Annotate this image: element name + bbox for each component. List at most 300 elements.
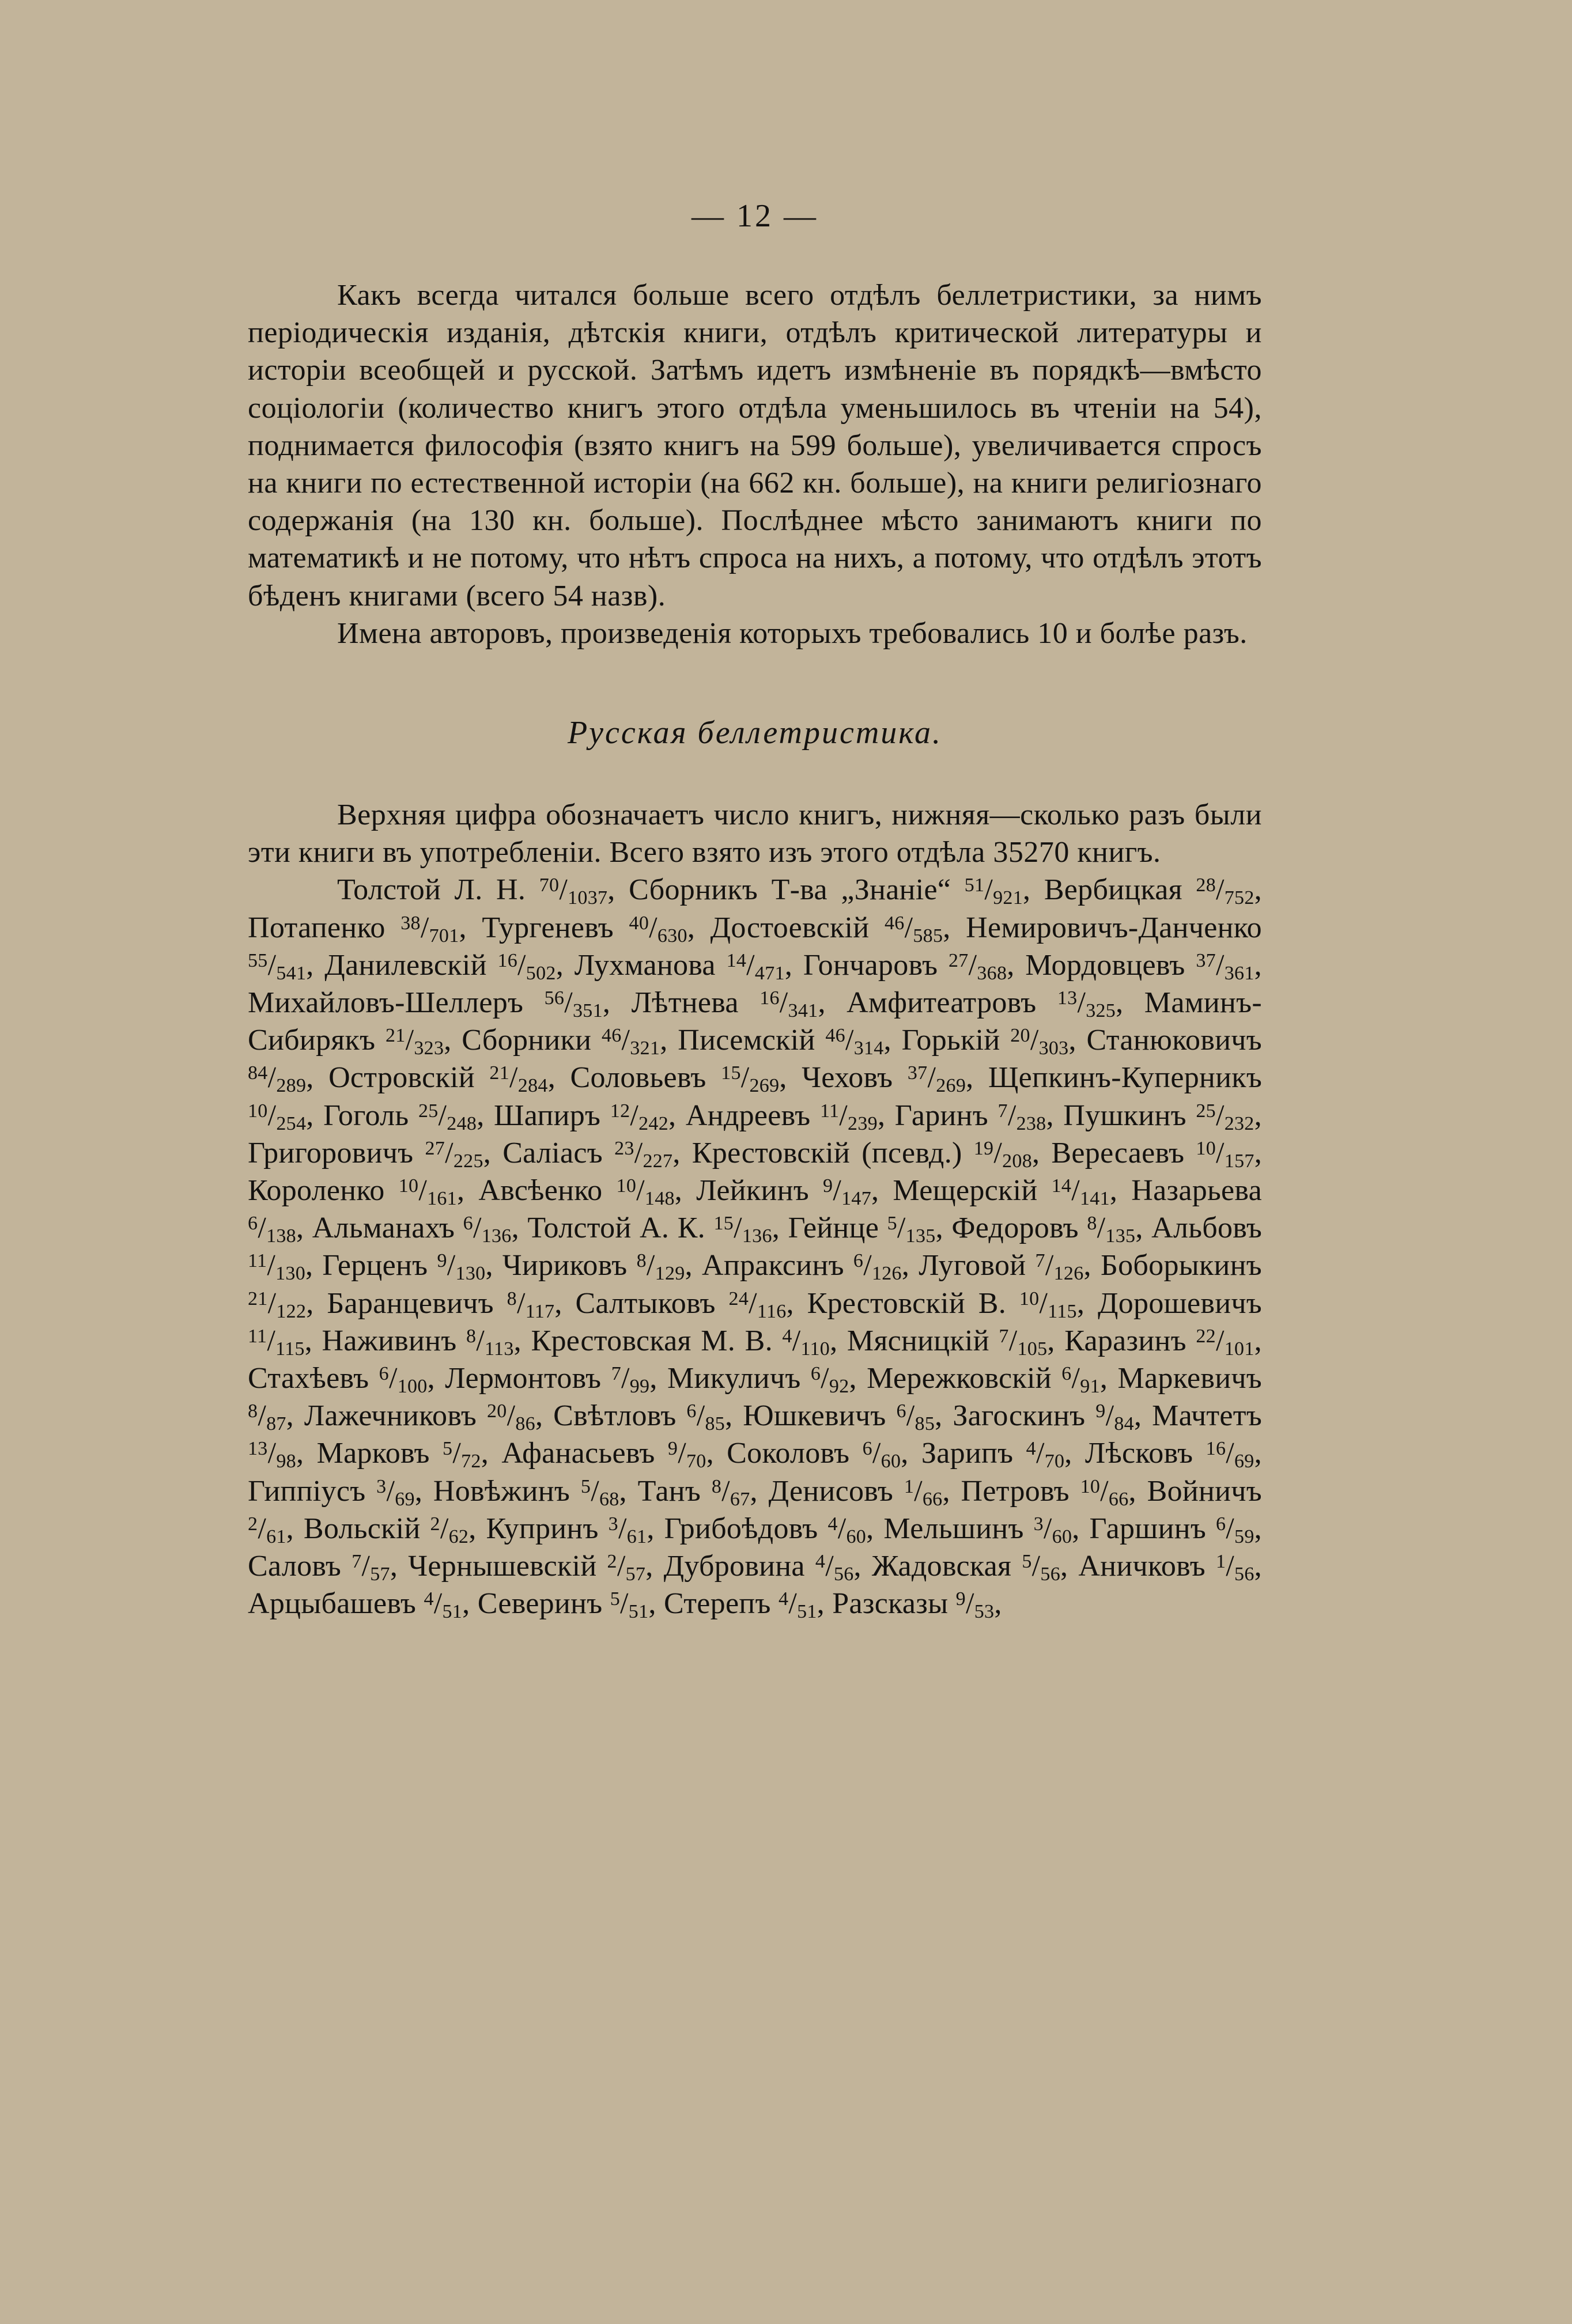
author-usage-count: 208 (1002, 1150, 1032, 1172)
author-name: Андреевъ (685, 1099, 811, 1132)
author-book-count: 55 (248, 949, 268, 971)
author-name: Луговой (919, 1249, 1026, 1282)
author-count-fraction: $^2/_{57}$ (607, 1550, 646, 1585)
author-count-fraction: $^6/_{126}$ (853, 1249, 902, 1285)
author-usage-count: 67 (730, 1488, 750, 1510)
author-book-count: 7 (352, 1551, 362, 1573)
author-entry (832, 1587, 995, 1623)
author-entry (953, 1399, 1134, 1435)
author-name: Альбовъ (1151, 1212, 1263, 1245)
author-entry (478, 1174, 675, 1210)
author-book-count: 6 (248, 1213, 258, 1235)
author-count-fraction: $^{15}/_{269}$ (721, 1061, 780, 1097)
author-usage-count: 126 (1053, 1263, 1084, 1285)
author-name: Лермонтовъ (445, 1362, 602, 1395)
author-name: Аничковъ (1078, 1550, 1206, 1583)
author-count-fraction: $^8/_{135}$ (1087, 1212, 1136, 1247)
author-count-fraction: $^{11}/_{239}$ (819, 1099, 878, 1134)
authors-list: Толстой Л. Н. $^{70}/_{1037}$, Сборникъ Т-ва „Знаніе“ $^{51}/_{921}$, Вербицкая $^{28}/_{752}$, Потапенко $^{38}/_{701}$, Тургеневъ $^{40}/_{630}$, Достоевскій $^{46}/_{585}$, Немировичъ-Данченко $^{55}/_{541}$, Данилевскій $^{16}/_{502}$, Лухманова $^{14}/_{471}$, Гончаровъ $^{27}/_{368}$, Мордовцевъ $^{37}/_{361}$, Михайловъ-Шеллеръ $^{56}/_{351}$, Лѣтнева $^{16}/_{341}$, Амфитеатровъ $^{13}/_{325}$, Маминъ-Сибирякъ $^{21}/_{323}$, Сборники $^{46}/_{321}$, Писемскій $^{46}/_{314}$, Горькій $^{20}/_{303}$, Станюковичъ $^{84}/_{289}$, Островскій $^{21}/_{284}$, Соловьевъ $^{15}/_{269}$, Чеховъ $^{37}/_{269}$, Щепкинъ-Куперникъ $^{10}/_{254}$, Гоголь $^{25}/_{248}$, Шапиръ $^{12}/_{242}$, Андреевъ $^{11}/_{239}$, Гаринъ $^7/_{238}$, Пушкинъ $^{25}/_{232}$, Григоровичъ $^{27}/_{225}$, Саліасъ $^{23}/_{227}$, Крестовскій (псевд.) $^{19}/_{208}$, Вересаевъ $^{10}/_{157}$, Короленко $^{10}/_{161}$, Авсѣенко $^{10}/_{148}$, Лейкинъ $^9/_{147}$, Мещерскій $^{14}/_{141}$, Назарьева $^6/_{138}$, Альманахъ $^6/_{136}$, Толстой А. К. $^{15}/_{136}$, Гейнце $^5/_{135}$, Федоровъ $^8/_{135}$, Альбовъ $^{11}/_{130}$, Герценъ $^9/_{130}$, Чириковъ $^8/_{129}$, Апраксинъ $^6/_{126}$, Луговой $^7/_{126}$, Боборыкинъ $^{21}/_{122}$, Баранцевичъ $^8/_{117}$, Салтыковъ $^{24}/_{116}$, Крестовскій В. $^{10}/_{115}$, Дорошевичъ $^{11}/_{115}$, Наживинъ $^8/_{113}$, Крестовская М. В. $^4/_{110}$, Мясницкій $^7/_{105}$, Каразинъ $^{22}/_{101}$, Стахѣевъ $^6/_{100}$, Лермонтовъ $^7/_{99}$, Микуличъ $^6/_{92}$, Мережковскій $^6/_{91}$, Маркевичъ $^8/_{87}$, Лажечниковъ $^{20}/_{86}$, Свѣтловъ $^6/_{85}$, Юшкевичъ $^6/_{85}$, Загоскинъ $^9/_{84}$, Мачтетъ $^{13}/_{98}$, Марковъ $^5/_{72}$, Афанасьевъ $^9/_{70}$, Соколовъ $^6/_{60}$, Зарипъ $^4/_{70}$, Лѣсковъ $^{16}/_{69}$, Гиппіусъ $^3/_{69}$, Новѣжинъ $^5/_{68}$, Танъ $^8/_{67}$, Денисовъ $^1/_{66}$, Петровъ $^{10}/_{66}$, Войничъ $^2/_{61}$, Вольскій $^2/_{62}$, Купринъ $^3/_{61}$, Грибоѣдовъ $^4/_{60}$, Мельшинъ $^3/_{60}$, Гаршинъ $^6/_{59}$, Саловъ $^7/_{57}$, Чернышевскій $^2/_{57}$, Дубровина $^4/_{56}$, Жадовская $^5/_{56}$, Аничковъ $^1/_{56}$, Арцыбашевъ $^4/_{51}$, Северинъ $^5/_{51}$, Стерепъ $^4/_{51}$, Разсказы $^9/_{53}$, (248, 873, 1263, 1623)
author-entry (1051, 1136, 1254, 1172)
author-count-fraction: $^{20}/_{303}$ (1010, 1024, 1069, 1059)
author-usage-count: 61 (266, 1526, 286, 1547)
author-entry (570, 1061, 780, 1097)
author-name: Лажечниковъ (304, 1399, 477, 1433)
author-name: Чернышевскій (408, 1550, 597, 1583)
author-book-count: 10 (1019, 1288, 1040, 1309)
author-book-count: 22 (1196, 1325, 1216, 1347)
author-entry (322, 1249, 486, 1285)
author-usage-count: 129 (655, 1263, 685, 1285)
author-usage-count: 56 (1040, 1564, 1060, 1585)
author-entry (575, 949, 785, 982)
author-name: Короленко (248, 1174, 385, 1208)
author-usage-count: 85 (915, 1413, 935, 1435)
author-usage-count: 630 (657, 925, 687, 947)
author-count-fraction: $^7/_{57}$ (352, 1550, 390, 1585)
author-book-count: 19 (973, 1137, 994, 1159)
author-name: Стерепъ (663, 1587, 771, 1621)
author-count-fraction: $^{37}/_{361}$ (1196, 948, 1254, 984)
author-usage-count: 135 (1105, 1225, 1136, 1247)
author-entry (1084, 1437, 1254, 1473)
author-entry (867, 1362, 1100, 1398)
author-entry (323, 1099, 477, 1132)
author-entry (631, 986, 818, 1022)
author-book-count: 7 (1035, 1250, 1045, 1272)
author-book-count: 15 (721, 1062, 741, 1084)
author-entry (686, 1099, 878, 1132)
author-name: Баранцевичъ (327, 1286, 494, 1320)
author-book-count: 9 (1095, 1401, 1106, 1422)
author-count-fraction: $^6/_{85}$ (686, 1399, 725, 1435)
author-entry (527, 1212, 772, 1247)
author-usage-count: 248 (447, 1112, 477, 1134)
author-entry (501, 1437, 706, 1473)
author-usage-count: 60 (846, 1526, 867, 1547)
author-usage-count: 752 (1224, 887, 1254, 909)
author-count-fraction: $^9/_{147}$ (823, 1174, 872, 1210)
author-usage-count: 53 (974, 1601, 995, 1623)
author-usage-count: 502 (526, 962, 556, 984)
author-name: Крестовскій В. (807, 1286, 1007, 1320)
author-count-fraction: $^{12}/_{242}$ (610, 1099, 669, 1134)
author-name: Юшкевичъ (743, 1399, 886, 1433)
author-name: Мещерскій (893, 1174, 1038, 1208)
author-count-fraction: $^{27}/_{225}$ (425, 1136, 483, 1172)
author-name: Апраксинъ (702, 1249, 844, 1282)
author-entry (872, 1550, 1060, 1583)
author-count-fraction: $^8/_{67}$ (711, 1474, 750, 1510)
author-usage-count: 100 (397, 1376, 428, 1398)
author-book-count: 11 (248, 1250, 267, 1272)
author-name: Мордовцевъ (1025, 948, 1185, 982)
author-book-count: 46 (601, 1025, 622, 1047)
author-entry (678, 1024, 883, 1057)
author-usage-count: 115 (275, 1338, 305, 1360)
author-book-count: 15 (713, 1213, 734, 1235)
author-name: Вербицкая (1044, 873, 1182, 907)
author-name: Каразинъ (1064, 1324, 1186, 1357)
author-book-count: 13 (1057, 987, 1078, 1009)
author-usage-count: 269 (749, 1075, 780, 1097)
author-entry (807, 1287, 1077, 1320)
author-entry (324, 949, 556, 982)
author-count-fraction: $^1/_{56}$ (1215, 1550, 1254, 1585)
author-name: Разсказы (832, 1587, 949, 1621)
author-name: Арцыбашевъ (248, 1587, 417, 1621)
author-entry (893, 1174, 1110, 1210)
author-count-fraction: $^{10}/_{115}$ (1019, 1286, 1077, 1322)
author-count-fraction: $^5/_{135}$ (887, 1212, 936, 1247)
author-usage-count: 113 (485, 1338, 514, 1360)
page-number: — 12 — (691, 198, 818, 234)
author-book-count: 10 (398, 1175, 419, 1197)
author-book-count: 13 (248, 1438, 268, 1460)
author-usage-count: 101 (1224, 1338, 1254, 1360)
author-count-fraction: $^6/_{60}$ (862, 1437, 901, 1473)
author-count-fraction: $^{21}/_{122}$ (248, 1286, 307, 1322)
author-count-fraction: $^{84}/_{289}$ (248, 1061, 307, 1097)
author-name: Тургеневъ (482, 911, 614, 944)
author-name: Свѣтловъ (553, 1399, 677, 1433)
author-usage-count: 227 (643, 1150, 673, 1172)
author-usage-count: 351 (572, 1000, 603, 1022)
author-name: Авсѣенко (478, 1174, 603, 1208)
author-name: Стахѣевъ (248, 1362, 369, 1395)
author-count-fraction: $^{37}/_{269}$ (907, 1061, 966, 1097)
author-usage-count: 242 (638, 1112, 669, 1134)
author-name: Гаринъ (894, 1099, 988, 1132)
author-count-fraction: $^{27}/_{368}$ (949, 948, 1007, 984)
author-count-fraction: $^{10}/_{157}$ (1196, 1136, 1254, 1172)
author-book-count: 9 (667, 1438, 678, 1460)
author-usage-count: 110 (800, 1338, 830, 1360)
author-count-fraction: $^7/_{126}$ (1035, 1249, 1084, 1285)
author-count-fraction: $^{13}/_{325}$ (1057, 986, 1116, 1022)
author-name: Купринъ (486, 1512, 599, 1545)
author-entry (696, 1174, 872, 1210)
author-entry (961, 1475, 1129, 1508)
author-count-fraction: $^3/_{61}$ (608, 1512, 647, 1547)
author-usage-count: 69 (395, 1488, 415, 1510)
author-count-fraction: $^4/_{60}$ (827, 1512, 867, 1547)
author-entry (667, 1362, 849, 1398)
author-entry (902, 1024, 1069, 1057)
author-book-count: 37 (907, 1062, 928, 1084)
author-count-fraction: $^4/_{51}$ (424, 1587, 463, 1623)
author-usage-count: 87 (266, 1413, 286, 1435)
author-entry (921, 1437, 1065, 1473)
author-name: Дорошевичъ (1097, 1286, 1262, 1320)
author-name: Дубровина (663, 1550, 805, 1583)
author-usage-count: 56 (833, 1564, 854, 1585)
author-book-count: 25 (1196, 1100, 1216, 1122)
author-usage-count: 68 (599, 1488, 619, 1510)
author-name: Григоровичъ (248, 1136, 414, 1169)
author-entry (248, 1550, 390, 1583)
author-book-count: 16 (1206, 1438, 1226, 1460)
author-count-fraction: $^7/_{105}$ (999, 1324, 1048, 1360)
author-usage-count: 117 (525, 1300, 555, 1322)
author-usage-count: 98 (276, 1451, 296, 1473)
author-entry (895, 1099, 1046, 1132)
author-count-fraction: $^{46}/_{585}$ (884, 911, 943, 947)
author-entry (248, 1587, 463, 1623)
author-usage-count: 232 (1224, 1112, 1254, 1134)
author-count-fraction: $^{55}/_{541}$ (248, 948, 307, 984)
author-book-count: 8 (507, 1288, 517, 1309)
author-count-fraction: $^{15}/_{136}$ (713, 1212, 772, 1247)
author-count-fraction: $^2/_{61}$ (248, 1512, 286, 1547)
author-book-count: 21 (248, 1288, 268, 1309)
author-book-count: 10 (248, 1100, 268, 1122)
author-entry (408, 1550, 645, 1583)
author-name: Шапиръ (494, 1099, 601, 1132)
author-name: Танъ (637, 1474, 701, 1508)
author-count-fraction: $^6/_{59}$ (1215, 1512, 1254, 1547)
author-book-count: 5 (610, 1588, 621, 1610)
author-entry (327, 1287, 554, 1320)
author-count-fraction: $^{25}/_{232}$ (1196, 1099, 1254, 1134)
author-usage-count: 341 (788, 1000, 818, 1022)
author-count-fraction: $^{16}/_{341}$ (759, 986, 818, 1022)
author-count-fraction: $^6/_{100}$ (379, 1362, 428, 1398)
author-entry (482, 911, 687, 947)
author-book-count: 70 (539, 875, 560, 896)
author-name: Боборыкинъ (1100, 1249, 1262, 1282)
author-usage-count: 541 (276, 962, 307, 984)
author-usage-count: 56 (1234, 1564, 1254, 1585)
author-book-count: 7 (611, 1363, 621, 1385)
author-usage-count: 69 (1234, 1451, 1254, 1473)
author-book-count: 27 (949, 949, 969, 971)
author-entry (328, 1061, 548, 1097)
author-name: Войничъ (1147, 1474, 1262, 1508)
author-count-fraction: $^{10}/_{66}$ (1080, 1474, 1129, 1510)
author-count-fraction: $^{11}/_{130}$ (248, 1249, 305, 1285)
author-name: Микуличъ (667, 1362, 801, 1395)
author-entry (494, 1099, 668, 1132)
author-usage-count: 70 (686, 1451, 706, 1473)
author-count-fraction: $^{51}/_{921}$ (964, 873, 1023, 909)
author-count-fraction: $^{16}/_{69}$ (1206, 1437, 1254, 1473)
author-count-fraction: $^7/_{238}$ (997, 1099, 1046, 1134)
author-name: Гиппіусъ (248, 1474, 366, 1508)
author-book-count: 4 (779, 1588, 789, 1610)
author-book-count: 28 (1196, 875, 1216, 896)
author-count-fraction: $^4/_{110}$ (782, 1324, 830, 1360)
author-book-count: 38 (400, 912, 421, 934)
author-count-fraction: $^8/_{113}$ (466, 1324, 514, 1360)
author-count-fraction: $^{14}/_{141}$ (1051, 1174, 1110, 1210)
author-name: Маркевичъ (1117, 1362, 1262, 1395)
author-entry (710, 911, 943, 947)
author-name: Соловьевъ (570, 1061, 706, 1095)
author-book-count: 8 (711, 1475, 722, 1497)
author-count-fraction: $^{40}/_{630}$ (629, 911, 687, 947)
author-book-count: 5 (887, 1213, 897, 1235)
author-book-count: 4 (782, 1325, 792, 1347)
author-count-fraction: $^{16}/_{502}$ (497, 948, 556, 984)
author-entry (1025, 949, 1254, 982)
author-book-count: 6 (896, 1401, 906, 1422)
author-count-fraction: $^{11}/_{115}$ (248, 1324, 305, 1360)
author-name: Наживинъ (322, 1324, 457, 1357)
author-count-fraction: $^{70}/_{1037}$ (539, 873, 608, 909)
author-count-fraction: $^{24}/_{116}$ (728, 1286, 787, 1322)
author-count-fraction: $^4/_{70}$ (1026, 1437, 1065, 1473)
author-book-count: 8 (636, 1250, 647, 1272)
author-name: Крестовскій (псевд.) (691, 1136, 962, 1169)
author-book-count: 40 (629, 912, 649, 934)
author-usage-count: 92 (829, 1376, 849, 1398)
author-book-count: 7 (999, 1325, 1009, 1347)
author-name: Горькій (901, 1024, 1000, 1057)
author-usage-count: 238 (1016, 1112, 1046, 1134)
author-entry (788, 1212, 936, 1247)
author-entry (702, 1249, 902, 1285)
author-name: Лухманова (574, 948, 716, 982)
author-count-fraction: $^{10}/_{254}$ (248, 1099, 307, 1134)
author-usage-count: 284 (517, 1075, 548, 1097)
author-entry (553, 1399, 725, 1435)
author-usage-count: 361 (1224, 962, 1254, 984)
author-count-fraction: $^{14}/_{471}$ (726, 948, 785, 984)
author-name: Зарипъ (921, 1437, 1014, 1470)
author-name: Лѣсковъ (1084, 1437, 1193, 1470)
author-usage-count: 60 (881, 1451, 901, 1473)
author-book-count: 6 (810, 1363, 821, 1385)
author-book-count: 8 (248, 1401, 258, 1422)
author-book-count: 2 (607, 1551, 617, 1573)
author-count-fraction: $^8/_{117}$ (507, 1286, 555, 1322)
author-usage-count: 116 (757, 1300, 787, 1322)
author-entry (304, 1399, 535, 1435)
author-book-count: 10 (1196, 1137, 1216, 1159)
author-book-count: 51 (964, 875, 985, 896)
author-name: Данилевскій (324, 948, 487, 982)
author-book-count: 1 (904, 1475, 915, 1497)
author-name: Лѣтнева (631, 986, 739, 1020)
author-entry (727, 1437, 901, 1473)
author-entry (312, 1212, 512, 1247)
author-usage-count: 141 (1079, 1188, 1110, 1210)
author-book-count: 4 (827, 1513, 838, 1535)
author-usage-count: 161 (427, 1188, 457, 1210)
author-entry (486, 1512, 647, 1545)
author-book-count: 11 (248, 1325, 267, 1347)
author-book-count: 14 (726, 949, 747, 971)
author-entry (919, 1249, 1084, 1285)
author-book-count: 12 (610, 1100, 630, 1122)
author-usage-count: 84 (1114, 1413, 1134, 1435)
author-name: Вольскій (303, 1512, 421, 1545)
author-count-fraction: $^9/_{53}$ (955, 1587, 995, 1623)
author-entry (322, 1324, 514, 1360)
author-count-fraction: $^4/_{51}$ (779, 1587, 817, 1623)
author-usage-count: 269 (936, 1075, 966, 1097)
author-name: Немировичъ-Данченко (966, 911, 1262, 944)
author-name: Пушкинъ (1063, 1099, 1186, 1132)
author-book-count: 2 (430, 1513, 440, 1535)
author-book-count: 1 (1215, 1551, 1226, 1573)
author-usage-count: 66 (1108, 1488, 1129, 1510)
author-entry (663, 1587, 817, 1623)
author-book-count: 6 (853, 1250, 864, 1272)
author-entry (883, 1512, 1072, 1545)
author-book-count: 16 (759, 987, 780, 1009)
author-book-count: 25 (418, 1100, 439, 1122)
author-entry (462, 1024, 660, 1057)
author-count-fraction: $^{13}/_{98}$ (248, 1437, 296, 1473)
author-name: Мережковскій (867, 1362, 1052, 1395)
author-count-fraction: $^6/_{138}$ (248, 1212, 296, 1247)
author-book-count: 7 (997, 1100, 1008, 1122)
author-name: Салтыковъ (575, 1286, 716, 1320)
author-entry (445, 1362, 650, 1398)
author-entry (1090, 1512, 1254, 1545)
author-book-count: 8 (466, 1325, 477, 1347)
author-book-count: 23 (614, 1137, 634, 1159)
author-usage-count: 147 (841, 1188, 872, 1210)
author-usage-count: 289 (276, 1075, 307, 1097)
author-name: Станюковичъ (1086, 1024, 1262, 1057)
author-name: Вересаевъ (1051, 1136, 1185, 1169)
author-book-count: 20 (486, 1401, 507, 1422)
author-usage-count: 122 (276, 1300, 307, 1322)
author-count-fraction: $^{22}/_{101}$ (1196, 1324, 1254, 1360)
author-usage-count: 60 (1052, 1526, 1072, 1547)
author-entry (337, 873, 608, 909)
author-entry (664, 1512, 867, 1545)
author-usage-count: 136 (742, 1225, 772, 1247)
paragraph-intro: Какъ всегда читался больше всего отдѣлъ беллетристики, за нимъ періодическія изданія, дѣтскія книги, отдѣлъ критической литературы и исторіи всеобщей и русской. Затѣмъ идетъ измѣненіе въ порядкѣ—вмѣсто соціологіи (количество книгъ этого отдѣла уменьшилось въ чтеніи на 54), поднимается философія (взято книгъ на 599 больше), увеличивается спросъ на книги по естественной исторіи (на 662 кн. больше), на книги религіознаго содержанія (на 130 кн. больше). Послѣднее мѣсто занимаютъ книги по математикѣ и не потому, что нѣтъ спроса на нихъ, а потому, что отдѣлъ этотъ бѣденъ книгами (всего 54 назв). (248, 279, 1262, 612)
author-count-fraction: $^{21}/_{284}$ (489, 1061, 548, 1097)
author-name: Амфитеатровъ (847, 986, 1037, 1020)
author-usage-count: 115 (1048, 1300, 1077, 1322)
author-entry (248, 1174, 457, 1210)
author-usage-count: 323 (414, 1038, 444, 1059)
author-entry (1078, 1550, 1254, 1583)
author-name: Толстой А. К. (527, 1212, 705, 1245)
author-count-fraction: $^9/_{84}$ (1095, 1399, 1134, 1435)
author-count-fraction: $^6/_{92}$ (810, 1362, 849, 1398)
author-book-count: 6 (1215, 1513, 1226, 1535)
author-book-count: 6 (686, 1401, 697, 1422)
author-name: Крестовская М. В. (531, 1324, 773, 1357)
author-count-fraction: $^5/_{68}$ (580, 1474, 619, 1510)
author-book-count: 10 (1080, 1475, 1101, 1497)
author-usage-count: 126 (871, 1263, 902, 1285)
author-entry (638, 1475, 750, 1508)
author-count-fraction: $^{23}/_{227}$ (614, 1136, 673, 1172)
author-entry (248, 986, 603, 1022)
author-usage-count: 85 (705, 1413, 725, 1435)
author-count-fraction: $^3/_{69}$ (376, 1474, 415, 1510)
author-book-count: 9 (955, 1588, 966, 1610)
author-usage-count: 239 (848, 1112, 878, 1134)
author-book-count: 6 (1061, 1363, 1072, 1385)
author-book-count: 2 (248, 1513, 258, 1535)
author-usage-count: 59 (1234, 1526, 1254, 1547)
author-entry (847, 1324, 1048, 1360)
author-usage-count: 701 (429, 925, 459, 947)
author-count-fraction: $^{38}/_{701}$ (400, 911, 459, 947)
author-name: Мясницкій (847, 1324, 989, 1357)
author-name: Марковъ (316, 1437, 430, 1470)
author-count-fraction: $^5/_{51}$ (610, 1587, 649, 1623)
author-book-count: 6 (463, 1213, 473, 1235)
